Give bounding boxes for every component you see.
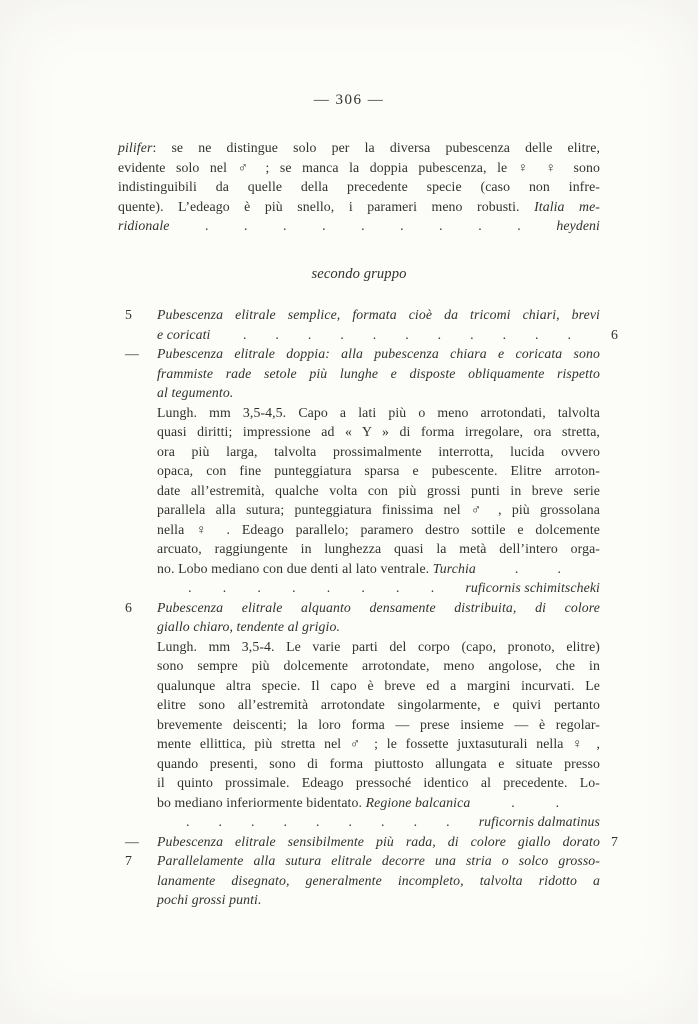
text-run: Regione balcanica	[365, 794, 471, 810]
text-run: : se ne distingue solo per la diversa pubescenza delle elitre,	[152, 140, 600, 155]
text-line	[118, 773, 618, 793]
line-body	[157, 403, 600, 423]
text-run: ruficornis schimitscheki	[465, 580, 600, 595]
text-run: Pubescenza elitrale sensibilmente più rada, di colore giallo dorato	[157, 833, 600, 849]
line-body	[157, 422, 600, 442]
text-line	[118, 442, 618, 462]
dot-leader: . .	[514, 560, 561, 576]
leader-left-text	[157, 559, 476, 579]
line-body	[118, 158, 600, 178]
line-body	[157, 617, 600, 637]
text-run: Pubescenza elitrale alquanto densamente distribuita, di colore	[157, 599, 600, 615]
text-run: bo mediano inferiormente bidentato.	[157, 794, 366, 810]
line-body	[157, 520, 600, 540]
text-line	[118, 598, 618, 618]
line-body	[157, 773, 600, 793]
leader-left-text	[118, 216, 170, 236]
text-run: mente ellittica, più stretta nel ♂ ; le fossette juxtasuturali nella ♀ ,	[157, 736, 600, 751]
text-run: evidente solo nel ♂ ; se manca la doppia pubescenza, le ♀ ♀ sono	[118, 159, 600, 175]
text-line	[118, 812, 618, 832]
text-line	[118, 481, 618, 501]
line-body	[157, 461, 600, 481]
text-run: brevemente deiscenti; la loro forma — prese insieme — è regolar-	[157, 716, 600, 732]
line-body	[157, 598, 600, 618]
line-body	[118, 197, 600, 217]
line-body	[157, 676, 600, 696]
text-line	[118, 890, 618, 910]
text-run: Pubescenza elitrale semplice, formata cioè da tricomi chiari, brevi	[157, 307, 600, 322]
dot-leader: . . . . . . . . . . .	[242, 326, 572, 342]
text-run: opaca, con fine punteggiatura sparsa e pubescente. Elitre arroton-	[157, 463, 600, 478]
line-body	[157, 734, 600, 754]
text-run: nella ♀ . Edeago parallelo; paramero destro sottile e dolcemente	[157, 521, 600, 537]
line-body	[157, 851, 600, 871]
leader-left-text	[157, 793, 470, 813]
text-line	[118, 617, 618, 637]
text-line	[118, 422, 618, 442]
text-line	[118, 754, 618, 774]
page-number: — 306 —	[313, 92, 385, 108]
line-body	[157, 695, 600, 715]
text-run: e coricati	[157, 326, 215, 342]
text-line	[118, 500, 618, 520]
line-body	[157, 637, 600, 657]
key-number: 7	[125, 853, 132, 868]
text-run: Parallelamente alla sutura elitrale decorre una stria o solco grosso-	[157, 853, 600, 868]
text-run: il quinto prossimale. Edeago pressoché identico al precedente. Lo-	[157, 775, 600, 790]
line-body	[157, 871, 600, 891]
line-body	[157, 325, 600, 345]
leader-right-text	[479, 812, 600, 832]
key-number: —	[125, 833, 139, 849]
text-line	[118, 383, 618, 403]
text-line	[118, 325, 618, 345]
line-body	[118, 177, 600, 197]
text-line	[118, 403, 618, 423]
text-run: ridionale	[118, 218, 170, 233]
text-run: giallo chiaro, tendente al grigio.	[157, 619, 340, 634]
dot-leader: . . . . . . . . .	[185, 814, 450, 829]
line-body	[118, 138, 600, 158]
text-run: Lungh. mm 3,5-4,5. Capo a lati più o meno arrotondati, talvolta	[157, 404, 600, 420]
text-run: ruficornis dalmatinus	[478, 814, 600, 829]
line-body	[157, 793, 600, 813]
text-run: pilifer	[118, 140, 153, 155]
line-body	[157, 812, 600, 832]
dot-leader: . . . . . . . .	[188, 580, 435, 595]
text-run: Lungh. mm 3,5-4. Le varie parti del corpo (capo, pronoto, elitre)	[157, 638, 600, 654]
target-number: 7	[611, 833, 618, 849]
text-line	[118, 138, 618, 158]
line-body	[157, 715, 600, 735]
leader-left-text	[157, 325, 214, 345]
leader-right-text	[556, 216, 600, 236]
text-line	[118, 793, 618, 813]
text-line	[118, 871, 618, 891]
text-run: quasi diritti; impressione ad « Y » di forma irregolare, ora stretta,	[157, 424, 600, 439]
text-block	[0, 138, 698, 910]
text-run: frammiste rade setole più lunghe e disposte obliquamente rispetto	[157, 365, 600, 381]
line-body	[157, 442, 600, 462]
text-run: arcuato, raggiungente in lunghezza quasi la metà dell’intero orga-	[157, 541, 600, 556]
text-line	[118, 734, 618, 754]
text-run: Italia me-	[534, 198, 600, 214]
text-run: qualunque altra specie. Il capo è breve ed a margini incurvati. Le	[157, 677, 600, 693]
key-number: —	[125, 346, 139, 361]
text-line	[118, 344, 618, 364]
dot-leader: . .	[511, 794, 560, 810]
target-number: 6	[611, 326, 618, 342]
text-run: indistinguibili da quelle della precedente specie (caso non infre-	[118, 179, 600, 194]
line-body	[118, 216, 600, 236]
text-run: sono sempre più dolcemente arrotondate, meno angolose, che in	[157, 658, 600, 673]
text-run: Turchia	[432, 560, 476, 576]
line-body	[157, 559, 600, 579]
line-body	[157, 344, 600, 364]
text-line	[118, 656, 618, 676]
key-number: 5	[125, 307, 132, 322]
text-line	[118, 177, 618, 197]
text-run: al tegumento.	[157, 385, 234, 400]
text-run: heydeni	[556, 218, 600, 233]
text-line	[118, 578, 618, 598]
text-run: pochi grossi punti.	[157, 892, 262, 907]
line-body	[157, 539, 600, 559]
text-run: Pubescenza elitrale doppia: alla pubescenza chiara e coricata sono	[157, 346, 600, 361]
text-line	[118, 197, 618, 217]
text-line	[118, 676, 618, 696]
text-line	[118, 715, 618, 735]
line-body	[157, 578, 600, 598]
text-line	[118, 637, 618, 657]
text-line	[118, 216, 618, 236]
leader-right-text	[465, 578, 600, 598]
line-body	[157, 656, 600, 676]
text-line	[118, 520, 618, 540]
text-line	[118, 832, 618, 852]
line-body	[157, 500, 600, 520]
line-body	[118, 265, 600, 285]
text-line	[118, 461, 618, 481]
line-body	[157, 890, 600, 910]
line-body	[157, 481, 600, 501]
text-run: no. Lobo mediano con due denti al lato ventrale.	[157, 560, 433, 576]
dot-leader: . . . . . . . . .	[204, 218, 521, 233]
section-heading	[118, 265, 618, 285]
text-run: lanamente disegnato, generalmente incompleto, talvolta ridotto a	[157, 872, 600, 888]
text-run: quente). L’edeago è più snello, i parameri meno robusti.	[118, 198, 535, 214]
line-body	[157, 383, 600, 403]
text-line	[118, 695, 618, 715]
line-body	[157, 754, 600, 774]
text-line	[118, 158, 618, 178]
text-line	[118, 305, 618, 325]
text-run: secondo gruppo	[311, 265, 407, 282]
text-run: parallela alla sutura; punteggiatura finissima nel ♂ , più grossolana	[157, 502, 600, 517]
text-run: date all’estremità, qualche volta con più grossi punti in breve serie	[157, 482, 600, 498]
text-run: quando presenti, sono di forma piuttosto allungata e situate presso	[157, 755, 600, 771]
text-line	[118, 851, 618, 871]
text-line	[118, 559, 618, 579]
line-body	[157, 364, 600, 384]
line-body	[157, 832, 600, 852]
text-line	[118, 539, 618, 559]
text-run: ora più larga, talvolta prossimalmente interrotta, lucida ovvero	[157, 443, 600, 459]
text-run: elitre sono all’estremità arrotondate singolarmente, e quivi pertanto	[157, 697, 600, 712]
text-line	[118, 364, 618, 384]
key-number: 6	[125, 599, 132, 615]
line-body	[157, 305, 600, 325]
